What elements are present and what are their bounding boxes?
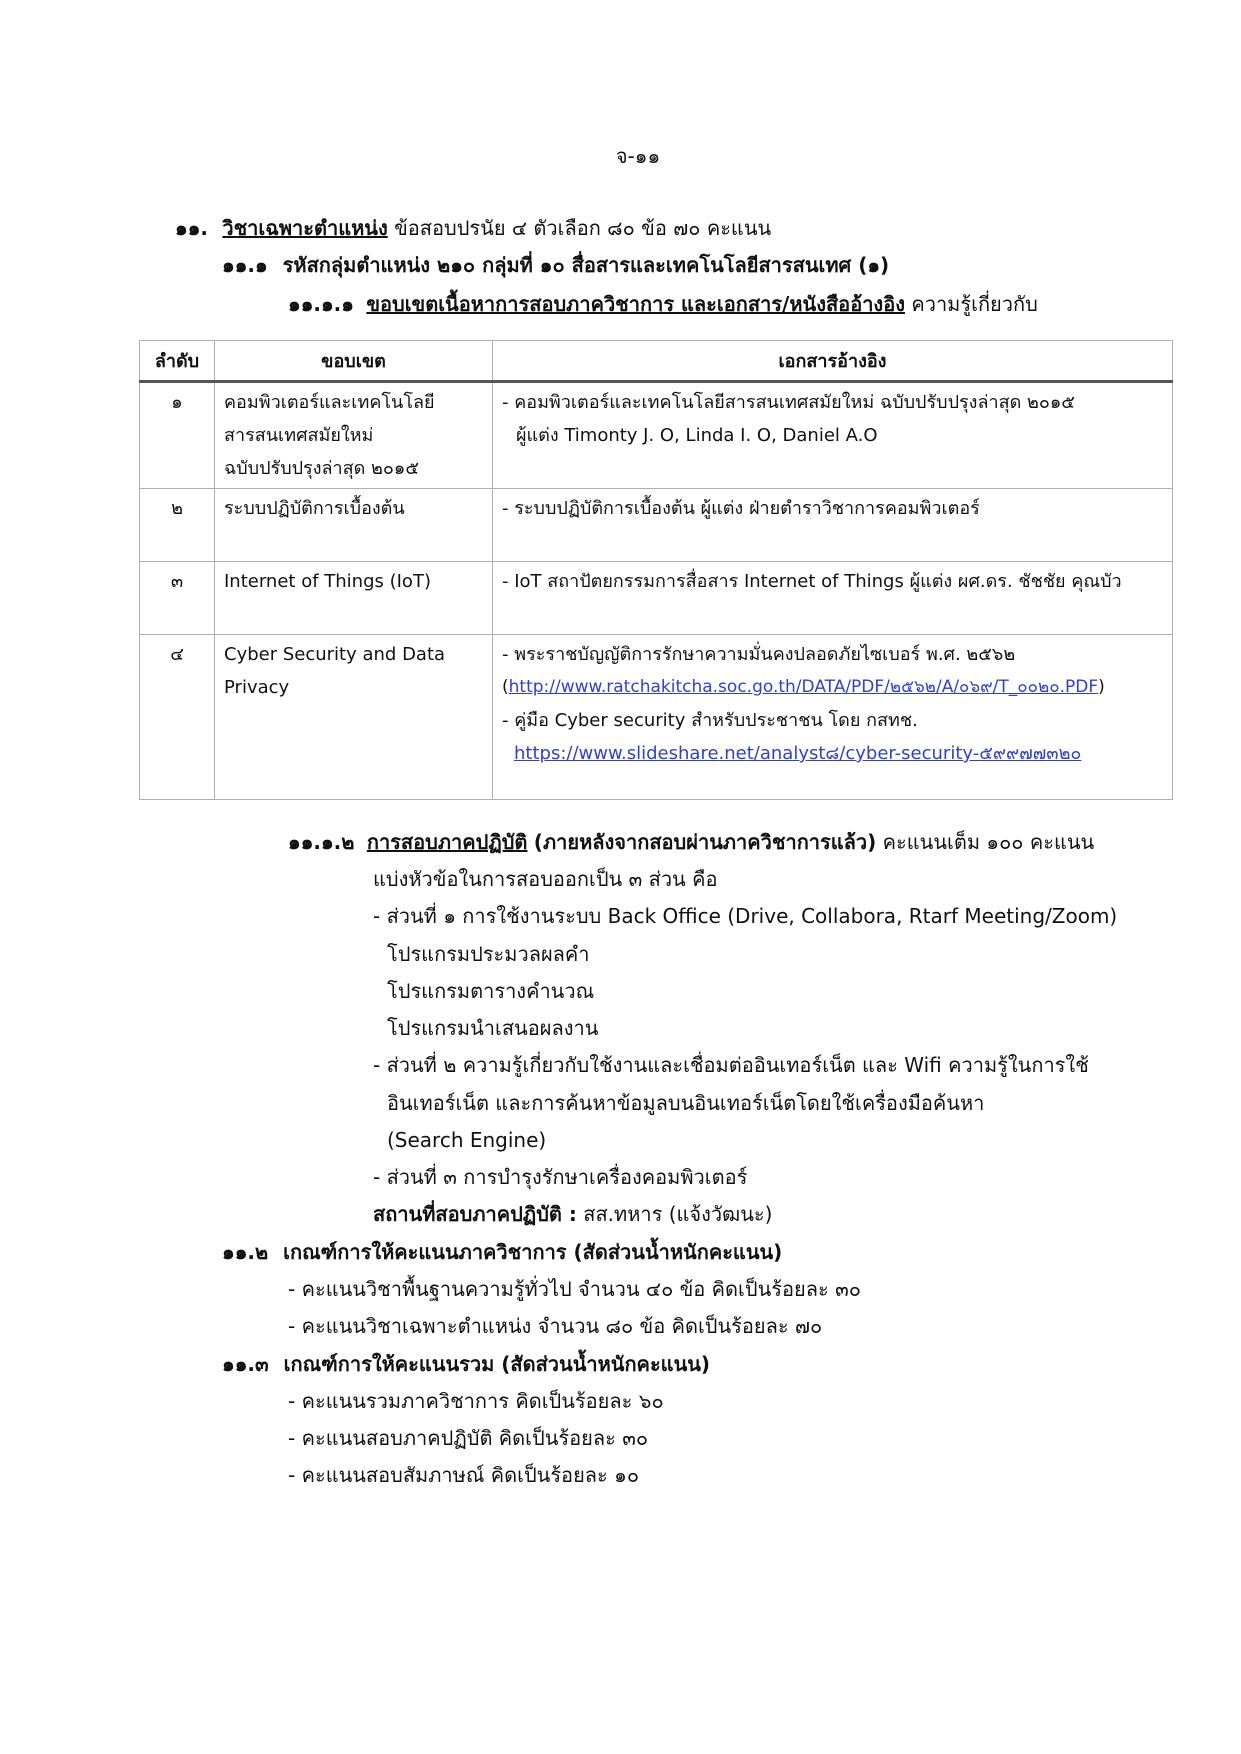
section-number: ๑๑. xyxy=(175,216,208,240)
row-number: ๑ xyxy=(140,382,215,489)
subsection-suffix: คะแนนเต็ม ๑๐๐ คะแนน xyxy=(882,830,1095,854)
practical-part-1-item: โปรแกรมตารางคำนวณ xyxy=(387,979,595,1003)
subsection-11-3 xyxy=(222,1350,710,1378)
table-row xyxy=(140,382,1173,489)
score-item: - คะแนนวิชาพื้นฐานความรู้ทั่วไป จำนวน ๔๐ ข้อ คิดเป็นร้อยละ ๓๐ xyxy=(288,1277,861,1301)
reference-line: - คอมพิวเตอร์และเทคโนโลยีสารสนเทศสมัยใหม่ ฉบับปรับปรุงล่าสุด ๒๐๑๕ xyxy=(502,392,1075,413)
reference-line: - พระราชบัญญัติการรักษาความมั่นคงปลอดภัยไซเบอร์ พ.ศ. ๒๕๖๒ xyxy=(502,644,1016,665)
section-title: วิชาเฉพาะตำแหน่ง xyxy=(222,216,388,240)
venue-label: สถานที่สอบภาคปฏิบัติ : xyxy=(373,1202,577,1226)
score-item: - คะแนนวิชาเฉพาะตำแหน่ง จำนวน ๘๐ ข้อ คิดเป็นร้อยละ ๗๐ xyxy=(288,1314,823,1338)
subsection-title: เกณฑ์การให้คะแนนรวม (สัดส่วนน้ำหนักคะแนน) xyxy=(283,1352,711,1376)
row-scope xyxy=(215,635,493,800)
row-number: ๒ xyxy=(140,489,215,562)
row-number: ๓ xyxy=(140,562,215,635)
scope-line: Privacy xyxy=(224,677,290,698)
table-row xyxy=(140,489,1173,562)
subsection-title: เกณฑ์การให้คะแนนภาควิชาการ (สัดส่วนน้ำหนักคะแนน) xyxy=(283,1240,783,1264)
practical-part-1: - ส่วนที่ ๑ การใช้งานระบบ Back Office (Drive, Collabora, Rtarf Meeting/Zoom) xyxy=(373,904,1118,928)
page-number: จ-๑๑ xyxy=(615,144,661,168)
practical-part-2-cont: อินเทอร์เน็ต และการค้นหาข้อมูลบนอินเทอร์เน็ตโดยใช้เครื่องมือค้นหา xyxy=(387,1091,985,1115)
scope-line: คอมพิวเตอร์และเทคโนโลยี xyxy=(224,392,435,413)
practical-intro: แบ่งหัวข้อในการสอบออกเป็น ๓ ส่วน คือ xyxy=(373,867,718,891)
row-scope xyxy=(215,562,493,635)
column-header-no: ลำดับ xyxy=(140,341,215,382)
subsection-suffix: ความรู้เกี่ยวกับ xyxy=(911,292,1038,316)
subsection-title-note: (ภายหลังจากสอบผ่านภาควิชาการแล้ว) xyxy=(533,830,877,854)
table-header-row xyxy=(140,341,1173,382)
subsection-title: การสอบภาคปฏิบัติ xyxy=(366,830,528,854)
reference-link-wrapper xyxy=(502,737,1163,770)
row-scope xyxy=(215,382,493,489)
row-references xyxy=(493,562,1173,635)
table-row xyxy=(140,562,1173,635)
column-header-references: เอกสารอ้างอิง xyxy=(493,341,1173,382)
reference-table xyxy=(139,340,1173,800)
subsection-11-1 xyxy=(222,251,889,279)
subsection-number: ๑๑.๑ xyxy=(222,253,268,277)
row-references xyxy=(493,489,1173,562)
row-number: ๔ xyxy=(140,635,215,800)
row-references xyxy=(493,382,1173,489)
practical-part-2-cont: (Search Engine) xyxy=(387,1128,547,1152)
subsection-number: ๑๑.๒ xyxy=(222,1240,269,1264)
practical-part-2: - ส่วนที่ ๒ ความรู้เกี่ยวกับใช้งานและเชื่อมต่ออินเทอร์เน็ต และ Wifi ความรู้ในการใช้ xyxy=(373,1053,1089,1077)
reference-line: - IoT สถาปัตยกรรมการสื่อสาร Internet of Things ผู้แต่ง ผศ.ดร. ชัชชัย คุณบัว xyxy=(502,571,1122,592)
reference-line: - คู่มือ Cyber security สำหรับประชาชน โดย กสทช. xyxy=(502,710,918,731)
row-references xyxy=(493,635,1173,800)
subsection-11-1-2 xyxy=(288,828,1094,856)
score-item: - คะแนนสอบภาคปฏิบัติ คิดเป็นร้อยละ ๓๐ xyxy=(288,1426,649,1450)
practical-part-3: - ส่วนที่ ๓ การบำรุงรักษาเครื่องคอมพิวเตอร์ xyxy=(373,1165,748,1189)
table-row xyxy=(140,635,1173,800)
scope-line: Cyber Security and Data xyxy=(224,644,446,665)
score-item: - คะแนนรวมภาควิชาการ คิดเป็นร้อยละ ๖๐ xyxy=(288,1389,664,1413)
scope-line: สารสนเทศสมัยใหม่ xyxy=(224,425,374,446)
reference-author: ผู้แต่ง Timonty J. O, Linda I. O, Daniel A.O xyxy=(516,425,878,446)
scope-line: ฉบับปรับปรุงล่าสุด ๒๐๑๕ xyxy=(224,458,419,479)
practical-part-1-item: โปรแกรมประมวลผลคำ xyxy=(387,942,590,966)
practical-part-1-item: โปรแกรมนำเสนอผลงาน xyxy=(387,1016,599,1040)
subsection-number: ๑๑.๑.๑ xyxy=(288,292,354,316)
reference-link[interactable]: http://www.ratchakitcha.soc.go.th/DATA/PDF/๒๕๖๒/A/๐๖๙/T_๐๐๒๐.PDF xyxy=(508,677,1099,697)
section-desc: ข้อสอบปรนัย ๔ ตัวเลือก ๘๐ ข้อ ๗๐ คะแนน xyxy=(394,216,772,240)
subsection-title: รหัสกลุ่มตำแหน่ง ๒๑๐ กลุ่มที่ ๑๐ สื่อสารและเทคโนโลยีสารสนเทศ (๑) xyxy=(282,253,890,277)
practical-venue xyxy=(373,1200,772,1228)
subsection-title: ขอบเขตเนื้อหาการสอบภาควิชาการ และเอกสาร/หนังสืออ้างอิง xyxy=(366,292,905,316)
reference-link[interactable]: https://www.slideshare.net/analyst๘/cyber-security-๕๙๙๗๗๓๒๐ xyxy=(514,743,1082,764)
reference-line: - ระบบปฏิบัติการเบื้องต้น ผู้แต่ง ฝ่ายตำราวิชาการคอมพิวเตอร์ xyxy=(502,498,980,519)
row-scope xyxy=(215,489,493,562)
subsection-11-1-1 xyxy=(288,290,1038,318)
scope-line: Internet of Things (IoT) xyxy=(224,571,431,592)
scope-line: ระบบปฏิบัติการเบื้องต้น xyxy=(224,498,405,519)
subsection-number: ๑๑.๑.๒ xyxy=(288,830,355,854)
section-heading xyxy=(175,214,771,242)
reference-link-wrapper: (http://www.ratchakitcha.soc.go.th/DATA/PDF/๒๕๖๒/A/๐๖๙/T_๐๐๒๐.PDF) xyxy=(502,677,1105,697)
venue-value: สส.ทหาร (แจ้งวัฒนะ) xyxy=(583,1202,773,1226)
column-header-scope: ขอบเขต xyxy=(215,341,493,382)
subsection-number: ๑๑.๓ xyxy=(222,1352,269,1376)
subsection-11-2 xyxy=(222,1238,782,1266)
score-item: - คะแนนสอบสัมภาษณ์ คิดเป็นร้อยละ ๑๐ xyxy=(288,1463,640,1487)
